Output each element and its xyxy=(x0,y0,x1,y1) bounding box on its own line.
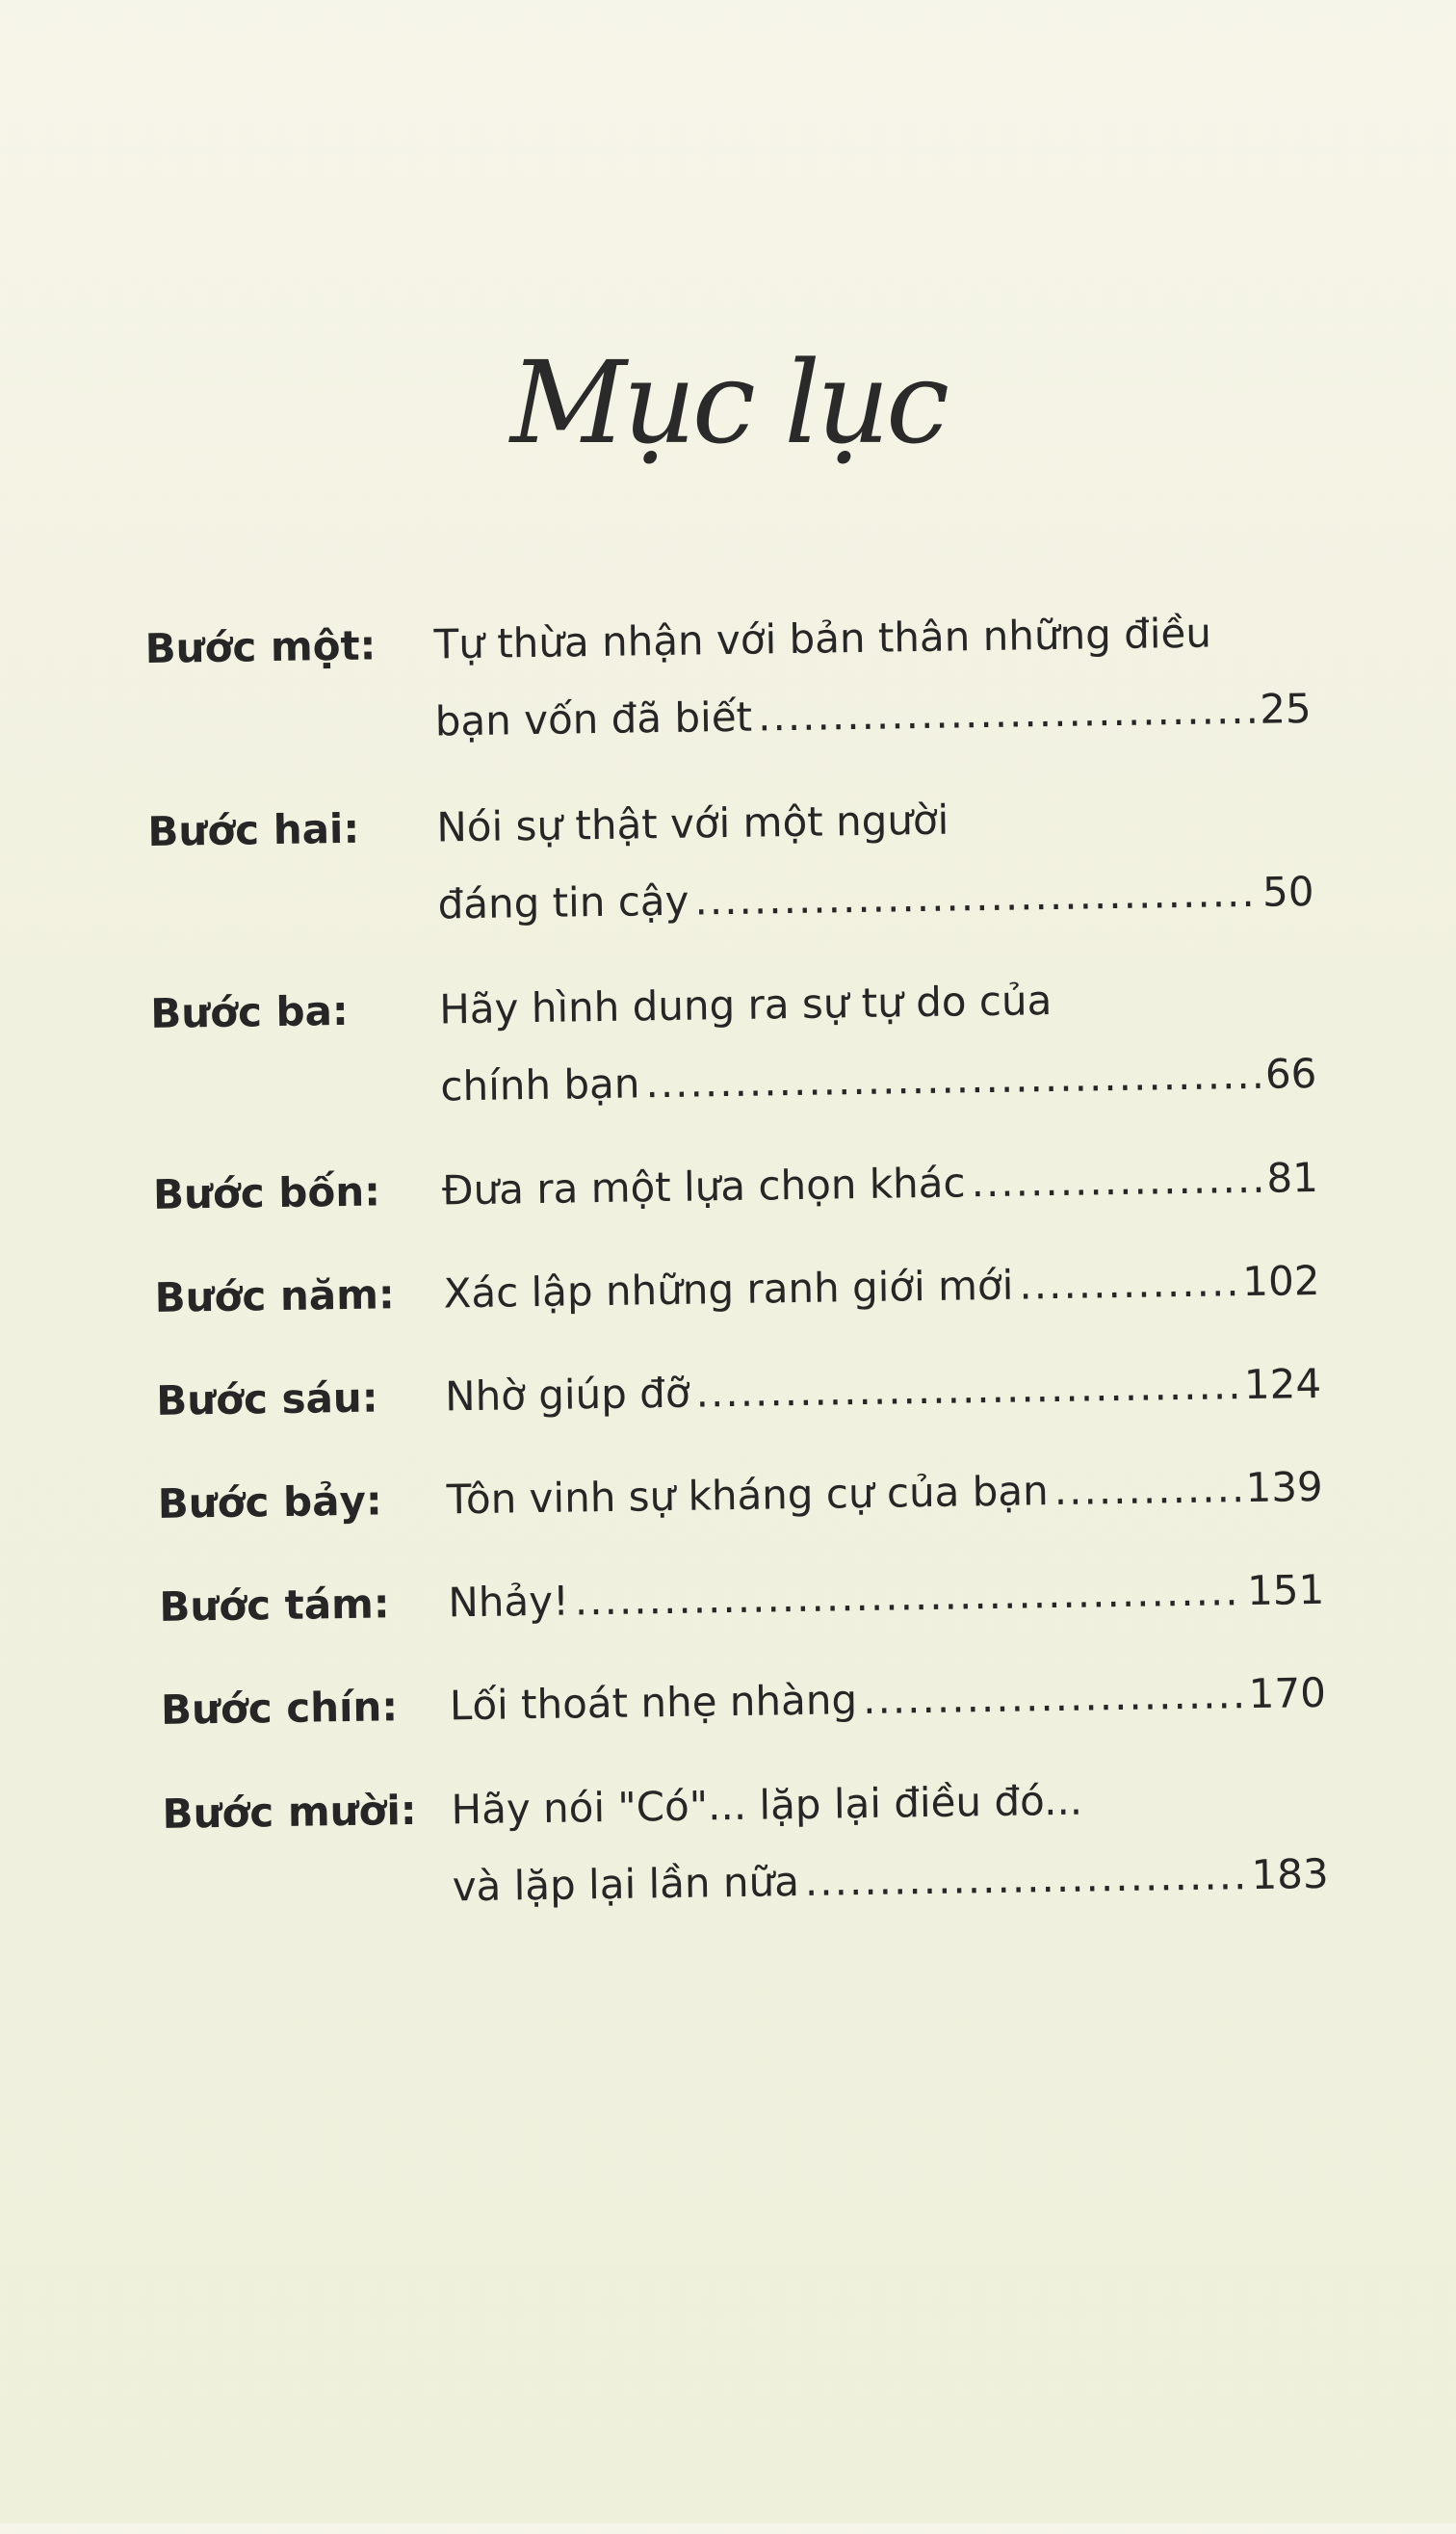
leader-dots xyxy=(1019,1243,1237,1323)
entry-title: Tôn vinh sự kháng cự của bạn xyxy=(446,1467,1050,1524)
entry-title: chính bạn xyxy=(440,1059,640,1110)
toc-entry[interactable] xyxy=(157,1449,1324,1528)
page-number: 139 xyxy=(1245,1462,1324,1512)
entry-label: Bước bảy: xyxy=(157,1476,383,1528)
entry-title: đáng tin cậy xyxy=(437,876,689,928)
toc-entry[interactable] xyxy=(160,1655,1327,1734)
entry-label: Bước bốn: xyxy=(152,1167,381,1218)
leader-dots xyxy=(862,1656,1243,1738)
page-number: 81 xyxy=(1266,1153,1319,1202)
page-number: 151 xyxy=(1246,1565,1325,1615)
entry-label: Bước sáu: xyxy=(155,1373,378,1424)
entry-title: Đưa ra một lựa chọn khác xyxy=(441,1159,966,1215)
leader-dots xyxy=(574,1553,1241,1639)
toc-entry[interactable] xyxy=(154,1242,1320,1321)
leader-dots xyxy=(1053,1450,1240,1529)
entry-title: bạn vốn đã biết xyxy=(434,692,753,745)
entry-title: Hãy nói "Có"... lặp lại điều đó... xyxy=(451,1776,1083,1834)
page-number: 102 xyxy=(1241,1256,1320,1306)
entry-title: Lối thoát nhẹ nhàng xyxy=(449,1676,858,1730)
leader-dots xyxy=(694,854,1258,940)
page-title: Mục lục xyxy=(509,336,947,470)
page-number: 25 xyxy=(1259,685,1313,733)
leader-dots xyxy=(645,1036,1261,1122)
toc-entry[interactable] xyxy=(149,958,1317,1110)
entry-label: Bước một: xyxy=(144,621,377,672)
page-number: 66 xyxy=(1264,1049,1317,1098)
entry-label: Bước mười: xyxy=(162,1786,417,1838)
entry-title: Hãy hình dung ra sự tự do của xyxy=(438,977,1053,1033)
page-number: 124 xyxy=(1243,1359,1322,1409)
page-number: 50 xyxy=(1261,867,1314,916)
leader-dots xyxy=(971,1140,1261,1221)
entry-label: Bước chín: xyxy=(160,1683,399,1734)
leader-dots xyxy=(695,1346,1239,1431)
toc-entry[interactable] xyxy=(147,776,1314,928)
toc-entry[interactable] xyxy=(152,1139,1319,1218)
entry-title: Nhảy! xyxy=(448,1577,570,1627)
entry-label: Bước ba: xyxy=(149,986,350,1037)
entry-title: và lặp lại lần nữa xyxy=(452,1858,800,1911)
leader-dots xyxy=(757,671,1254,756)
entry-title: Xác lập những ranh giới mới xyxy=(443,1261,1014,1318)
toc-entry[interactable] xyxy=(144,593,1313,745)
leader-dots xyxy=(804,1837,1246,1920)
page-number: 170 xyxy=(1248,1668,1327,1718)
entry-title: Tự thừa nhận với bản thân những điều xyxy=(433,609,1212,668)
page-number: 183 xyxy=(1251,1849,1330,1899)
entry-title: Nói sự thật với một người xyxy=(436,796,949,851)
toc-entry[interactable] xyxy=(155,1345,1322,1424)
toc-entry[interactable] xyxy=(162,1759,1330,1911)
entry-label: Bước tám: xyxy=(159,1580,391,1631)
entry-title: Nhờ giúp đỡ xyxy=(444,1369,690,1421)
entry-label: Bước hai: xyxy=(147,804,360,855)
toc-entry[interactable] xyxy=(159,1552,1325,1631)
entry-label: Bước năm: xyxy=(154,1270,396,1321)
